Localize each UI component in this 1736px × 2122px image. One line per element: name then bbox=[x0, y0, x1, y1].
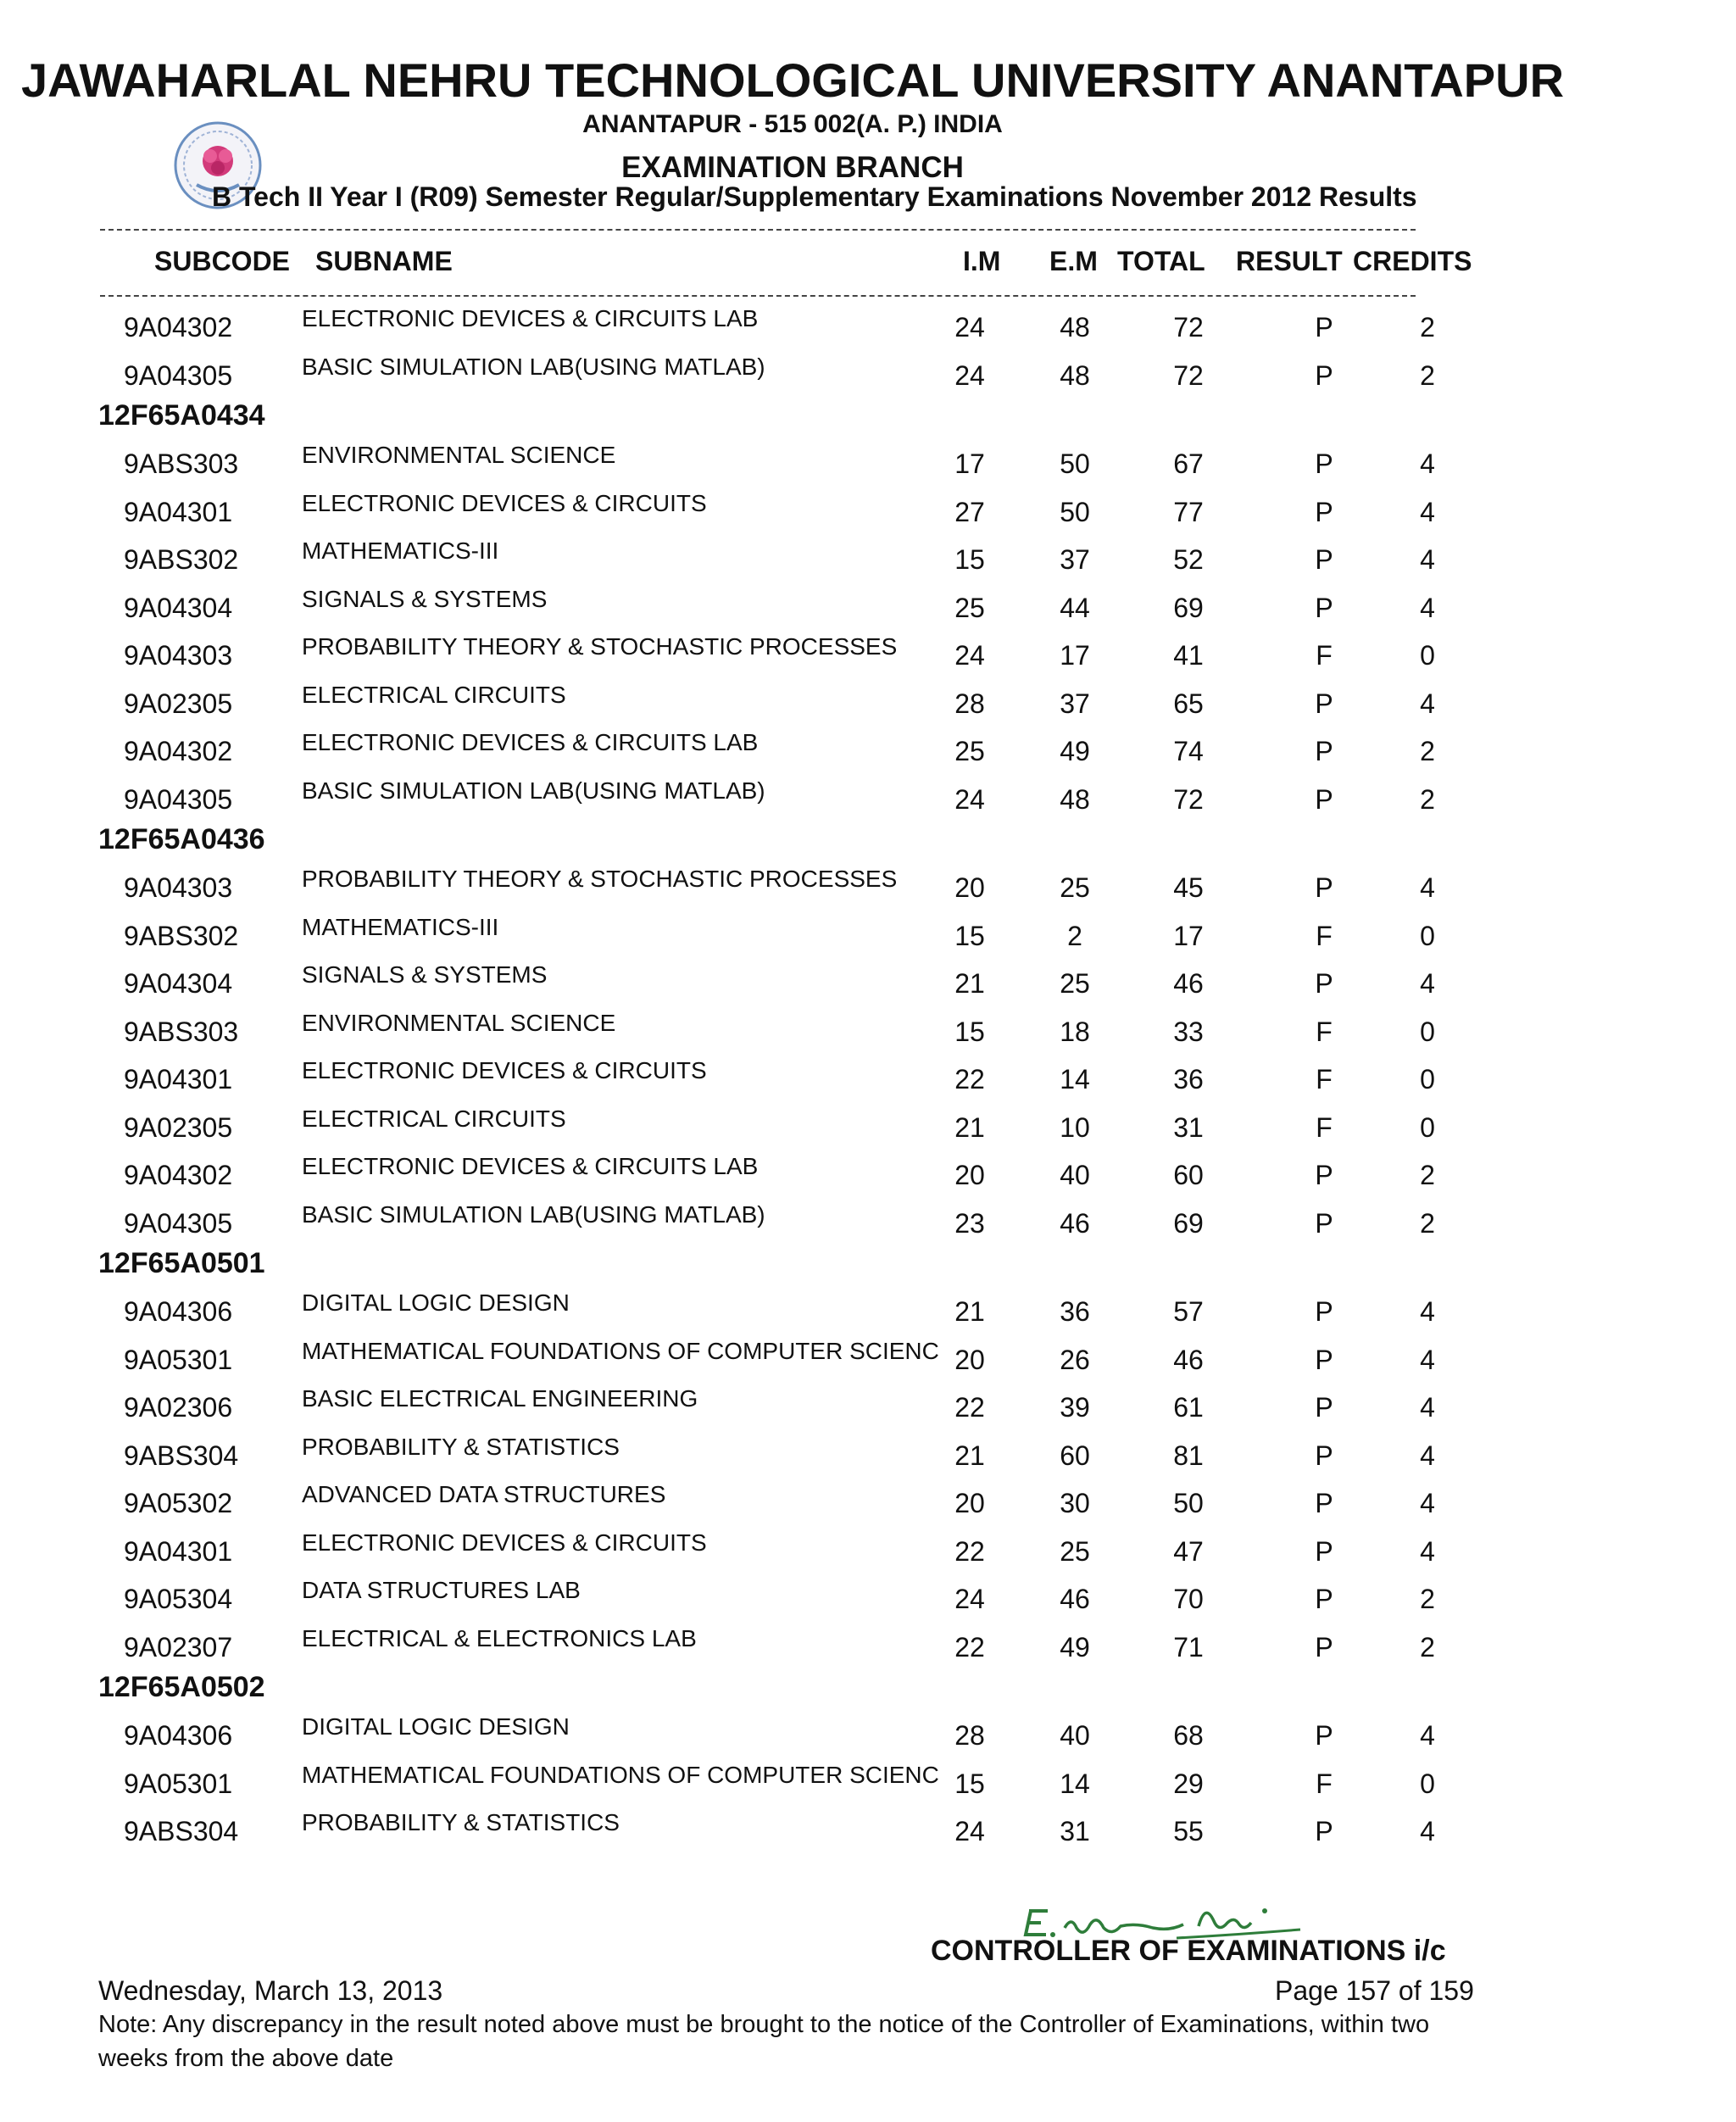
cell-total: 52 bbox=[1173, 544, 1204, 575]
cell-im: 21 bbox=[954, 1440, 985, 1471]
cell-result: P bbox=[1315, 1207, 1333, 1239]
cell-im: 23 bbox=[954, 1207, 985, 1239]
student-hall-ticket: 12F65A0436 bbox=[98, 823, 265, 855]
table-row bbox=[0, 1006, 1736, 1054]
cell-em: 48 bbox=[1060, 312, 1090, 343]
cell-subcode: 9A04305 bbox=[124, 783, 233, 815]
exam-title: B Tech II Year I (R09) Semester Regular/Supplementary Examinations November 2012 Results bbox=[212, 181, 1417, 212]
cell-subname: ELECTRICAL & ELECTRONICS LAB bbox=[302, 1624, 697, 1651]
cell-em: 36 bbox=[1060, 1296, 1090, 1327]
cell-result: P bbox=[1315, 783, 1333, 815]
cell-total: 31 bbox=[1173, 1111, 1204, 1143]
cell-em: 46 bbox=[1060, 1207, 1090, 1239]
cell-subcode: 9A04304 bbox=[124, 968, 233, 999]
cell-subname: DIGITAL LOGIC DESIGN bbox=[302, 1289, 570, 1316]
cell-em: 10 bbox=[1060, 1111, 1090, 1143]
cell-credits: 2 bbox=[1420, 736, 1435, 766]
cell-im: 28 bbox=[954, 688, 985, 719]
table-row bbox=[0, 302, 1736, 349]
cell-subname: DATA STRUCTURES LAB bbox=[302, 1577, 581, 1603]
cell-em: 50 bbox=[1060, 496, 1090, 527]
table-row bbox=[0, 1573, 1736, 1621]
cell-credits: 2 bbox=[1420, 1584, 1435, 1614]
cell-total: 61 bbox=[1173, 1392, 1204, 1423]
cell-im: 20 bbox=[954, 1344, 985, 1375]
cell-im: 20 bbox=[954, 872, 985, 903]
cell-im: 22 bbox=[954, 1535, 985, 1567]
cell-result: P bbox=[1315, 1296, 1333, 1327]
cell-total: 68 bbox=[1173, 1720, 1204, 1751]
table-row bbox=[0, 1478, 1736, 1525]
table-row bbox=[0, 1526, 1736, 1573]
table-row bbox=[0, 911, 1736, 958]
cell-total: 36 bbox=[1173, 1064, 1204, 1094]
table-row bbox=[0, 534, 1736, 582]
cell-im: 24 bbox=[954, 312, 985, 343]
cell-result: P bbox=[1315, 1488, 1333, 1518]
cell-subcode: 9ABS304 bbox=[124, 1440, 239, 1471]
cell-credits: 0 bbox=[1420, 1064, 1435, 1094]
cell-result: P bbox=[1315, 312, 1333, 343]
cell-im: 21 bbox=[954, 1296, 985, 1327]
cell-result: P bbox=[1315, 1392, 1333, 1423]
cell-im: 27 bbox=[954, 496, 985, 527]
cell-em: 50 bbox=[1060, 448, 1090, 479]
cell-em: 37 bbox=[1060, 544, 1090, 575]
footer-note: Note: Any discrepancy in the result noted above must be brought to the notice of the Controller of Examinations, within two weeks from the above date bbox=[98, 2011, 1430, 2072]
cell-result: P bbox=[1315, 736, 1333, 766]
cell-subname: SIGNALS & SYSTEMS bbox=[302, 585, 548, 612]
table-row bbox=[0, 630, 1736, 677]
cell-total: 72 bbox=[1173, 783, 1204, 815]
cell-subname: BASIC SIMULATION LAB(USING MATLAB) bbox=[302, 353, 765, 380]
cell-subname: MATHEMATICS-III bbox=[302, 913, 499, 940]
cell-result: F bbox=[1316, 640, 1333, 671]
cell-em: 18 bbox=[1060, 1016, 1090, 1047]
table-row bbox=[0, 1758, 1736, 1806]
cell-result: P bbox=[1315, 1440, 1333, 1471]
cell-em: 40 bbox=[1060, 1720, 1090, 1751]
cell-subname: PROBABILITY THEORY & STOCHASTIC PROCESSES bbox=[302, 633, 898, 660]
cell-credits: 4 bbox=[1420, 592, 1435, 623]
cell-subcode: 9A04302 bbox=[124, 1160, 233, 1190]
cell-subname: MATHEMATICAL FOUNDATIONS OF COMPUTER SCIENC bbox=[302, 1761, 939, 1788]
table-row bbox=[0, 1710, 1736, 1757]
cell-em: 2 bbox=[1067, 920, 1082, 951]
col-header-subname: SUBNAME bbox=[315, 246, 453, 276]
cell-subcode: 9A02305 bbox=[124, 688, 233, 719]
university-address: ANANTAPUR - 515 002(A. P.) INDIA bbox=[582, 110, 1003, 138]
cell-em: 17 bbox=[1060, 640, 1090, 671]
table-row bbox=[0, 1622, 1736, 1669]
student-hall-ticket: 12F65A0502 bbox=[98, 1671, 265, 1703]
cell-em: 25 bbox=[1060, 872, 1090, 903]
cell-total: 77 bbox=[1173, 496, 1204, 527]
cell-im: 24 bbox=[954, 1584, 985, 1614]
cell-em: 60 bbox=[1060, 1440, 1090, 1471]
cell-result: P bbox=[1315, 688, 1333, 719]
cell-total: 41 bbox=[1173, 640, 1204, 671]
cell-subname: DIGITAL LOGIC DESIGN bbox=[302, 1713, 570, 1740]
cell-em: 37 bbox=[1060, 688, 1090, 719]
cell-total: 50 bbox=[1173, 1488, 1204, 1518]
table-row bbox=[0, 678, 1736, 726]
cell-result: F bbox=[1316, 1111, 1333, 1143]
cell-total: 69 bbox=[1173, 592, 1204, 623]
table-row bbox=[0, 582, 1736, 630]
cell-subname: ENVIRONMENTAL SCIENCE bbox=[302, 1009, 616, 1036]
cell-em: 49 bbox=[1060, 1631, 1090, 1663]
cell-total: 45 bbox=[1173, 872, 1204, 903]
cell-total: 71 bbox=[1173, 1631, 1204, 1663]
cell-im: 24 bbox=[954, 1816, 985, 1846]
cell-subname: PROBABILITY THEORY & STOCHASTIC PROCESSES bbox=[302, 866, 898, 892]
divider-header bbox=[100, 295, 1416, 297]
cell-credits: 4 bbox=[1420, 1296, 1435, 1327]
cell-im: 28 bbox=[954, 1720, 985, 1751]
col-header-result: RESULT bbox=[1236, 246, 1343, 276]
cell-em: 46 bbox=[1060, 1584, 1090, 1614]
table-row bbox=[0, 1806, 1736, 1853]
cell-total: 33 bbox=[1173, 1016, 1204, 1047]
cell-credits: 4 bbox=[1420, 968, 1435, 999]
cell-subcode: 9A04302 bbox=[124, 736, 233, 766]
cell-im: 15 bbox=[954, 920, 985, 951]
cell-subcode: 9A05304 bbox=[124, 1584, 233, 1614]
cell-subcode: 9A04301 bbox=[124, 1064, 233, 1094]
cell-subname: MATHEMATICAL FOUNDATIONS OF COMPUTER SCIENC bbox=[302, 1337, 939, 1364]
cell-credits: 2 bbox=[1420, 1207, 1435, 1239]
cell-subcode: 9A04303 bbox=[124, 872, 233, 903]
cell-im: 20 bbox=[954, 1160, 985, 1190]
cell-result: P bbox=[1315, 968, 1333, 999]
cell-credits: 4 bbox=[1420, 1720, 1435, 1751]
table-row bbox=[0, 487, 1736, 534]
cell-total: 46 bbox=[1173, 1344, 1204, 1375]
cell-im: 15 bbox=[954, 544, 985, 575]
report-date: Wednesday, March 13, 2013 bbox=[98, 1975, 443, 2006]
cell-credits: 2 bbox=[1420, 359, 1435, 391]
cell-result: F bbox=[1316, 920, 1333, 951]
cell-subcode: 9ABS303 bbox=[124, 1016, 239, 1047]
table-row bbox=[0, 1334, 1736, 1382]
university-title: JAWAHARLAL NEHRU TECHNOLOGICAL UNIVERSITY ANANTAPUR bbox=[20, 53, 1565, 107]
cell-im: 15 bbox=[954, 1016, 985, 1047]
cell-result: P bbox=[1315, 544, 1333, 575]
cell-subcode: 9A04301 bbox=[124, 1535, 233, 1567]
cell-total: 29 bbox=[1173, 1768, 1204, 1799]
cell-im: 20 bbox=[954, 1488, 985, 1518]
col-header-total: TOTAL bbox=[1117, 246, 1205, 276]
col-header-em: E.M bbox=[1049, 246, 1098, 276]
cell-em: 49 bbox=[1060, 736, 1090, 766]
cell-result: P bbox=[1315, 872, 1333, 903]
cell-subcode: 9A04303 bbox=[124, 640, 233, 671]
cell-result: P bbox=[1315, 1816, 1333, 1846]
cell-credits: 0 bbox=[1420, 1768, 1435, 1799]
table-row bbox=[0, 1430, 1736, 1478]
cell-subname: PROBABILITY & STATISTICS bbox=[302, 1433, 620, 1460]
cell-im: 24 bbox=[954, 783, 985, 815]
cell-total: 57 bbox=[1173, 1296, 1204, 1327]
cell-credits: 4 bbox=[1420, 1344, 1435, 1375]
cell-im: 22 bbox=[954, 1392, 985, 1423]
cell-total: 70 bbox=[1173, 1584, 1204, 1614]
cell-result: P bbox=[1315, 448, 1333, 479]
cell-total: 81 bbox=[1173, 1440, 1204, 1471]
cell-subcode: 9ABS302 bbox=[124, 920, 239, 951]
cell-im: 15 bbox=[954, 1768, 985, 1799]
cell-subcode: 9ABS304 bbox=[124, 1816, 239, 1846]
cell-credits: 2 bbox=[1420, 312, 1435, 343]
cell-total: 47 bbox=[1173, 1535, 1204, 1567]
cell-subname: ELECTRICAL CIRCUITS bbox=[302, 681, 566, 708]
cell-credits: 0 bbox=[1420, 920, 1435, 951]
cell-im: 25 bbox=[954, 592, 985, 623]
cell-subcode: 9A04305 bbox=[124, 1207, 233, 1239]
cell-subname: ELECTRICAL CIRCUITS bbox=[302, 1105, 566, 1132]
cell-subcode: 9ABS302 bbox=[124, 544, 239, 575]
cell-credits: 4 bbox=[1420, 872, 1435, 903]
cell-total: 60 bbox=[1173, 1160, 1204, 1190]
cell-subname: ENVIRONMENTAL SCIENCE bbox=[302, 442, 616, 468]
cell-result: P bbox=[1315, 496, 1333, 527]
cell-credits: 4 bbox=[1420, 688, 1435, 719]
cell-credits: 4 bbox=[1420, 496, 1435, 527]
cell-total: 72 bbox=[1173, 312, 1204, 343]
cell-credits: 4 bbox=[1420, 1440, 1435, 1471]
cell-im: 24 bbox=[954, 359, 985, 391]
cell-subname: SIGNALS & SYSTEMS bbox=[302, 961, 548, 988]
cell-subcode: 9A05301 bbox=[124, 1344, 233, 1375]
student-hall-ticket: 12F65A0434 bbox=[98, 399, 265, 432]
table-row bbox=[0, 1054, 1736, 1101]
cell-im: 21 bbox=[954, 968, 985, 999]
controller-title: CONTROLLER OF EXAMINATIONS i/c bbox=[931, 1935, 1446, 1967]
cell-total: 67 bbox=[1173, 448, 1204, 479]
cell-subcode: 9A04306 bbox=[124, 1720, 233, 1751]
cell-result: F bbox=[1316, 1016, 1333, 1047]
cell-credits: 0 bbox=[1420, 1016, 1435, 1047]
cell-credits: 4 bbox=[1420, 1392, 1435, 1423]
cell-subname: BASIC ELECTRICAL ENGINEERING bbox=[302, 1385, 698, 1412]
cell-em: 40 bbox=[1060, 1160, 1090, 1190]
cell-subname: ELECTRONIC DEVICES & CIRCUITS LAB bbox=[302, 729, 759, 755]
cell-subcode: 9A04304 bbox=[124, 592, 233, 623]
cell-result: P bbox=[1315, 1535, 1333, 1567]
cell-total: 69 bbox=[1173, 1207, 1204, 1239]
cell-em: 39 bbox=[1060, 1392, 1090, 1423]
table-row bbox=[0, 438, 1736, 486]
cell-subcode: 9A04305 bbox=[124, 359, 233, 391]
cell-im: 22 bbox=[954, 1631, 985, 1663]
cell-credits: 2 bbox=[1420, 783, 1435, 815]
cell-subcode: 9A04302 bbox=[124, 312, 233, 343]
cell-credits: 2 bbox=[1420, 1631, 1435, 1663]
cell-em: 14 bbox=[1060, 1064, 1090, 1094]
cell-total: 72 bbox=[1173, 359, 1204, 391]
table-row bbox=[0, 1102, 1736, 1150]
page-number: Page 157 of 159 bbox=[1275, 1975, 1474, 2006]
cell-im: 25 bbox=[954, 736, 985, 766]
cell-subname: ELECTRONIC DEVICES & CIRCUITS LAB bbox=[302, 305, 759, 331]
cell-credits: 4 bbox=[1420, 1535, 1435, 1567]
cell-credits: 4 bbox=[1420, 1816, 1435, 1846]
cell-subcode: 9A04306 bbox=[124, 1296, 233, 1327]
cell-subcode: 9A02306 bbox=[124, 1392, 233, 1423]
cell-em: 26 bbox=[1060, 1344, 1090, 1375]
cell-credits: 4 bbox=[1420, 544, 1435, 575]
table-row bbox=[0, 1382, 1736, 1429]
cell-total: 46 bbox=[1173, 968, 1204, 999]
cell-im: 24 bbox=[954, 640, 985, 671]
cell-subname: ELECTRONIC DEVICES & CIRCUITS bbox=[302, 489, 707, 516]
cell-em: 48 bbox=[1060, 359, 1090, 391]
cell-subcode: 9A02307 bbox=[124, 1631, 233, 1663]
cell-result: F bbox=[1316, 1064, 1333, 1094]
cell-subname: BASIC SIMULATION LAB(USING MATLAB) bbox=[302, 1200, 765, 1228]
table-row bbox=[0, 1286, 1736, 1334]
cell-subname: ELECTRONIC DEVICES & CIRCUITS LAB bbox=[302, 1153, 759, 1179]
cell-em: 48 bbox=[1060, 783, 1090, 815]
cell-subcode: 9A05301 bbox=[124, 1768, 233, 1799]
cell-im: 21 bbox=[954, 1111, 985, 1143]
cell-em: 14 bbox=[1060, 1768, 1090, 1799]
cell-em: 25 bbox=[1060, 968, 1090, 999]
cell-em: 30 bbox=[1060, 1488, 1090, 1518]
cell-result: F bbox=[1316, 1768, 1333, 1799]
cell-result: P bbox=[1315, 1584, 1333, 1614]
cell-credits: 0 bbox=[1420, 1111, 1435, 1143]
cell-subcode: 9ABS303 bbox=[124, 448, 239, 479]
cell-subname: ADVANCED DATA STRUCTURES bbox=[302, 1481, 666, 1507]
col-header-credits: CREDITS bbox=[1353, 246, 1472, 276]
table-row bbox=[0, 774, 1736, 822]
cell-total: 55 bbox=[1173, 1816, 1204, 1846]
cell-credits: 2 bbox=[1420, 1160, 1435, 1190]
col-header-subcode: SUBCODE bbox=[154, 246, 291, 276]
cell-result: P bbox=[1315, 1160, 1333, 1190]
cell-total: 17 bbox=[1173, 920, 1204, 951]
col-header-im: I.M bbox=[963, 246, 1001, 276]
table-row bbox=[0, 958, 1736, 1005]
cell-credits: 4 bbox=[1420, 1488, 1435, 1518]
cell-total: 74 bbox=[1173, 736, 1204, 766]
divider-top bbox=[100, 229, 1416, 231]
examination-branch: EXAMINATION BRANCH bbox=[621, 151, 964, 184]
table-row bbox=[0, 350, 1736, 398]
cell-subname: ELECTRONIC DEVICES & CIRCUITS bbox=[302, 1057, 707, 1083]
cell-result: P bbox=[1315, 1344, 1333, 1375]
table-row bbox=[0, 1198, 1736, 1245]
cell-subcode: 9A02305 bbox=[124, 1111, 233, 1143]
cell-em: 25 bbox=[1060, 1535, 1090, 1567]
cell-total: 65 bbox=[1173, 688, 1204, 719]
cell-result: P bbox=[1315, 1720, 1333, 1751]
cell-subcode: 9A05302 bbox=[124, 1488, 233, 1518]
cell-subname: PROBABILITY & STATISTICS bbox=[302, 1809, 620, 1835]
cell-result: P bbox=[1315, 592, 1333, 623]
table-row bbox=[0, 726, 1736, 773]
cell-credits: 4 bbox=[1420, 448, 1435, 479]
cell-em: 31 bbox=[1060, 1816, 1090, 1846]
cell-result: P bbox=[1315, 1631, 1333, 1663]
cell-subcode: 9A04301 bbox=[124, 496, 233, 527]
cell-subname: BASIC SIMULATION LAB(USING MATLAB) bbox=[302, 777, 765, 804]
cell-subname: MATHEMATICS-III bbox=[302, 537, 499, 564]
cell-subname: ELECTRONIC DEVICES & CIRCUITS bbox=[302, 1529, 707, 1556]
cell-im: 17 bbox=[954, 448, 985, 479]
cell-em: 44 bbox=[1060, 592, 1090, 623]
cell-im: 22 bbox=[954, 1064, 985, 1094]
cell-result: P bbox=[1315, 359, 1333, 391]
student-hall-ticket: 12F65A0501 bbox=[98, 1247, 265, 1279]
table-row bbox=[0, 862, 1736, 910]
cell-credits: 0 bbox=[1420, 640, 1435, 671]
table-row bbox=[0, 1150, 1736, 1197]
